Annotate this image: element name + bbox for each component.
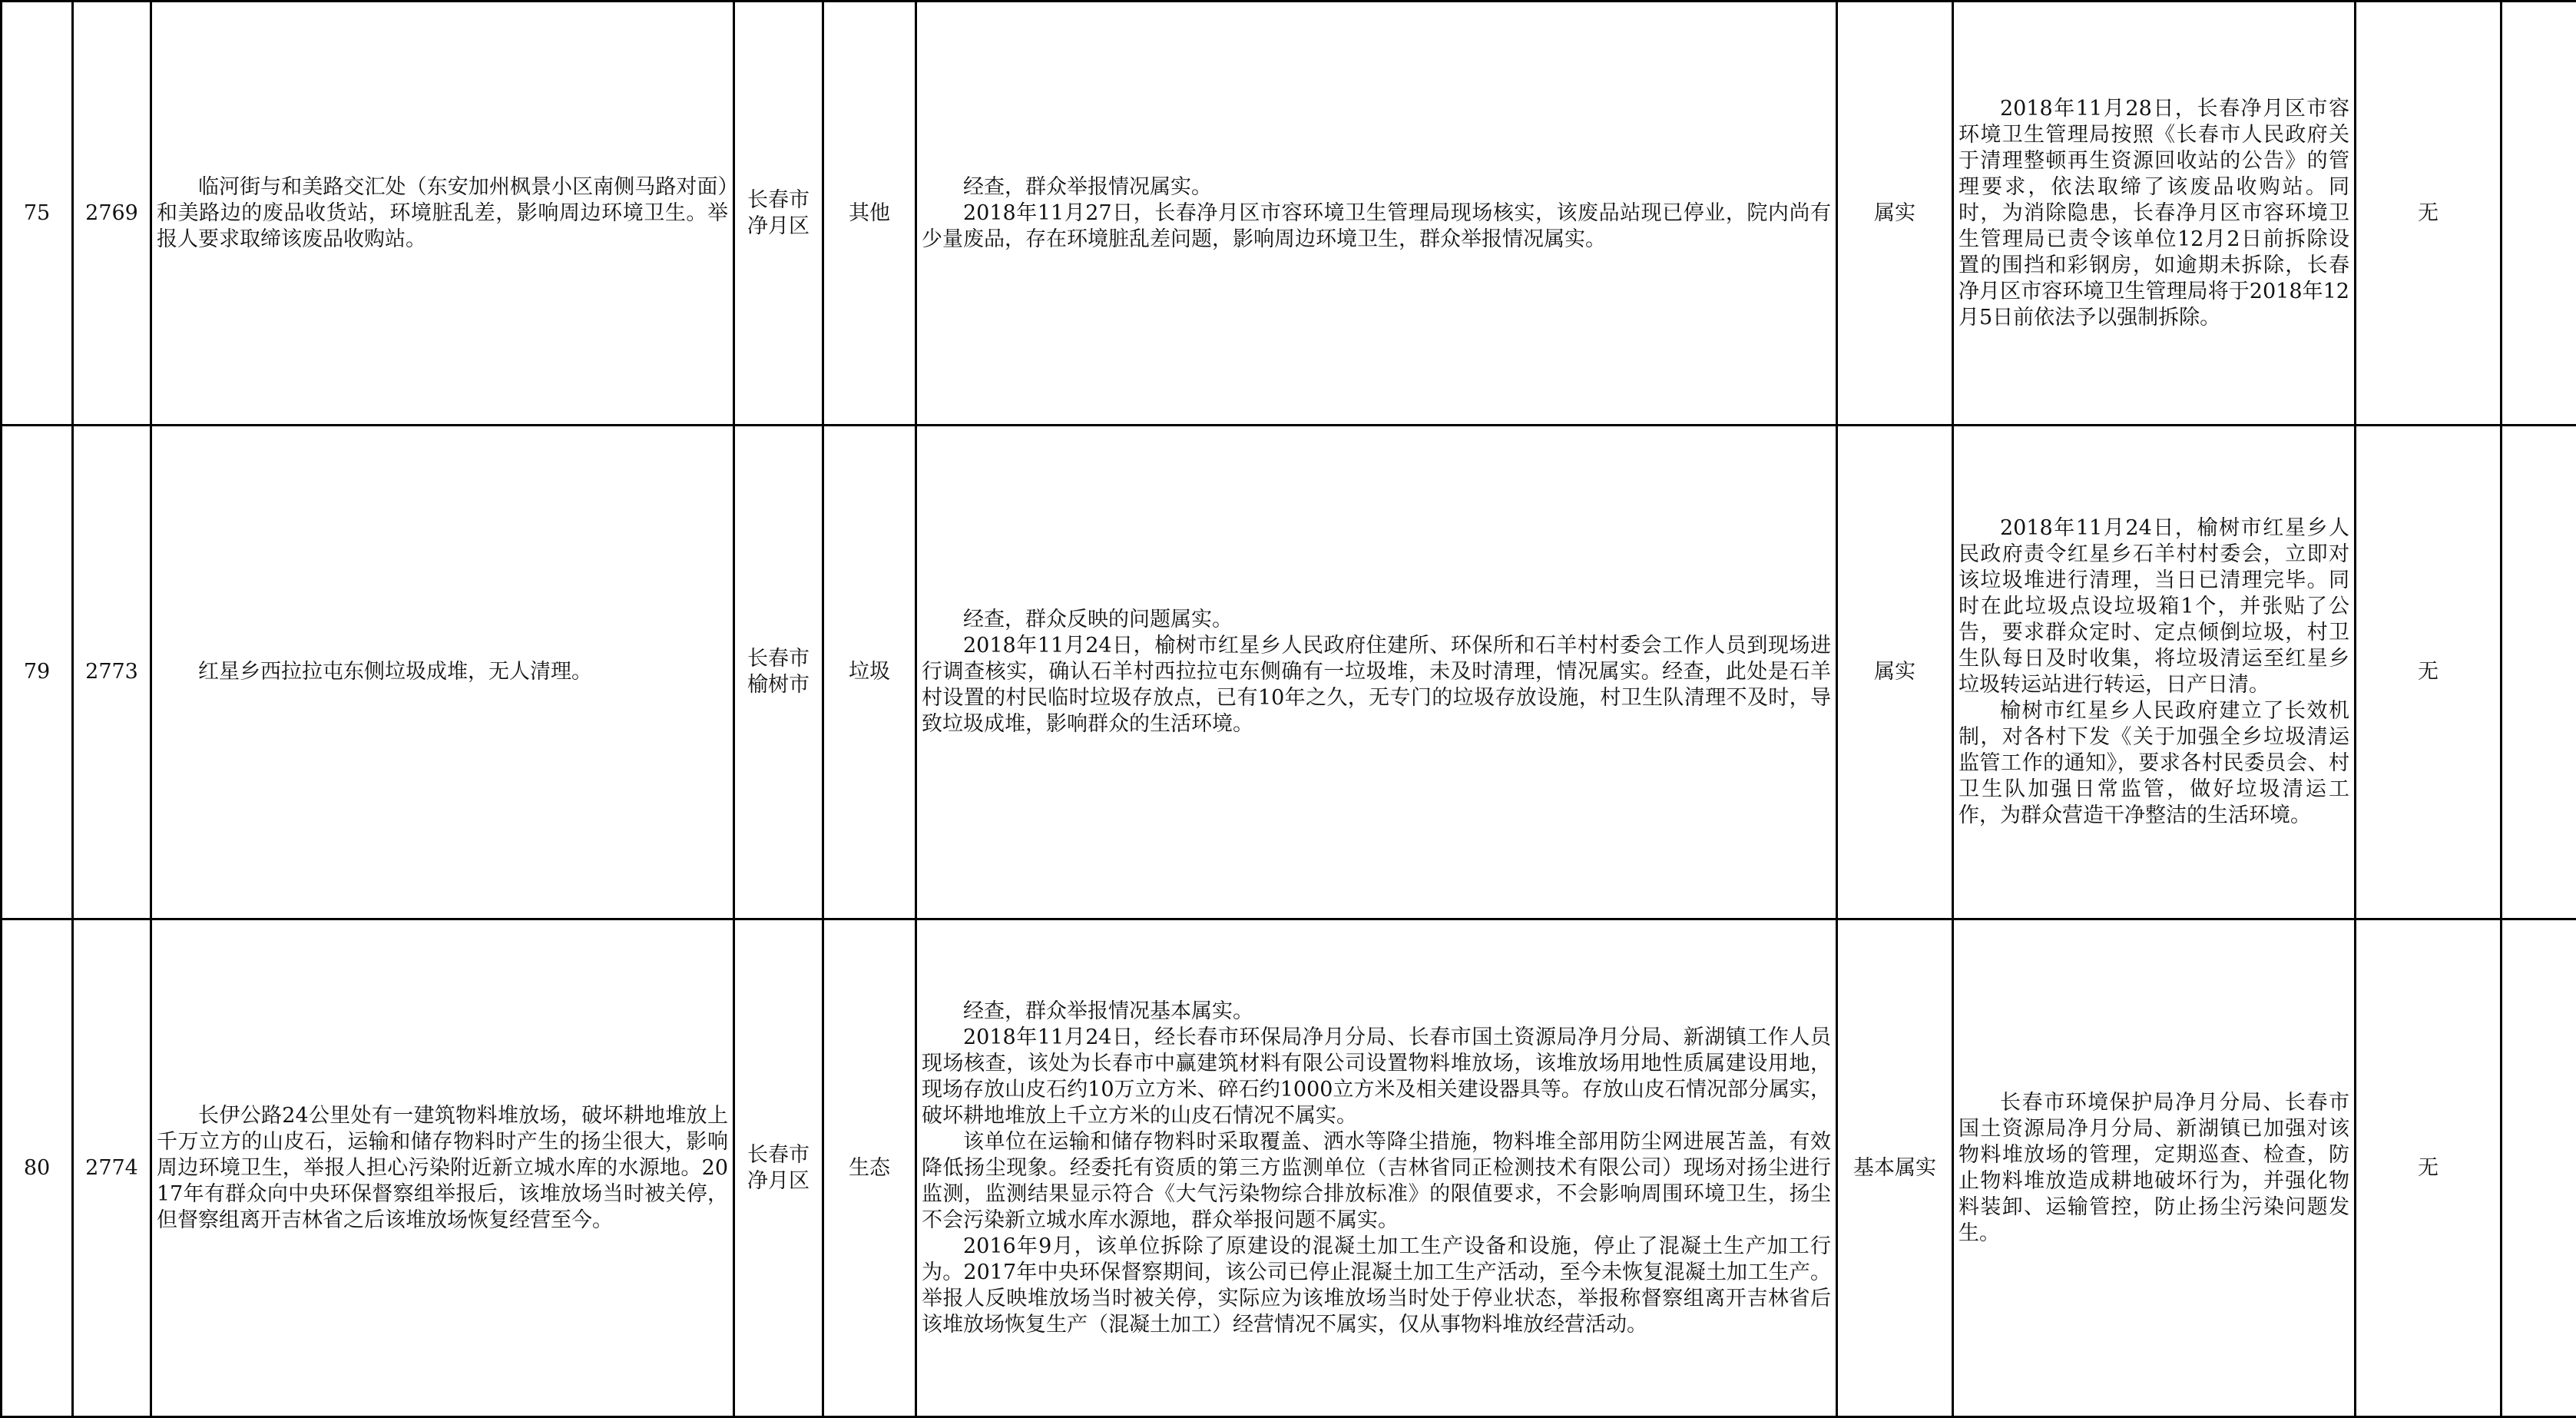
category-cell: 垃圾 [823, 426, 916, 919]
region-cell: 长春市净月区 [734, 2, 823, 426]
region-cell: 长春市榆树市 [734, 426, 823, 919]
case-number-cell: 2773 [73, 426, 151, 919]
seq-cell: 79 [2, 426, 73, 919]
investigation-cell: 经查，群众举报情况基本属实。 2018年11月24日，经长春市环保局净月分局、长春市国土资源局净月分局、新湖镇工作人员现场核查，该处为长春市中赢建筑材料有限公司设置物料堆放场，该堆放场用地性质属建设用地，现场存放山皮石约10万立方米、碎石约1000立方米及相关建设器具等。存放山皮石情况部分属实，破坏耕地堆放上千立方米的山皮石情况不属实。 该单位在运输和储存物料时采取覆盖、洒水等降尘措施，物料堆全部用防尘网进展苫盖，有效降低扬尘现象。经委托有资质的第三方监测单位（吉林省同正检测技术有限公司）现场对扬尘进行监测，监测结果显示符合《大气污染物综合排放标准》的限值要求，不会影响周围环境卫生，扬尘不会污染新立城水库水源地，群众举报问题不属实。 2016年9月，该单位拆除了原建设的混凝土加工生产设备和设施，停止了混凝土生产加工行为。2017年中央环保督察期间，该公司已停止混凝土加工生产活动，至今未恢复混凝土加工生产。举报人反映堆放场当时被关停，实际应为该堆放场当时处于停业状态，举报称督察组离开吉林省后该堆放场恢复生产（混凝土加工）经营情况不属实，仅从事物料堆放经营活动。 [916, 919, 1837, 1417]
investigation-cell: 经查，群众反映的问题属实。 2018年11月24日，榆树市红星乡人民政府住建所、环保所和石羊村村委会工作人员到现场进行调查核实，确认石羊村西拉拉屯东侧确有一垃圾堆，未及时清理，情况属实。经查，此处是石羊村设置的村民临时垃圾存放点，已有10年之久，无专门的垃圾存放设施，村卫生队清理不及时，导致垃圾成堆，影响群众的生活环境。 [916, 426, 1837, 919]
table-row [2, 919, 2576, 1417]
handling-cell: 2018年11月24日，榆树市红星乡人民政府责令红星乡石羊村村委会，立即对该垃圾堆进行清理，当日已清理完毕。同时在此垃圾点设垃圾箱1个，并张贴了公告，要求群众定时、定点倾倒垃圾，村卫生队每日及时收集，将垃圾清运至红星乡垃圾转运站进行转运，日产日清。 榆树市红星乡人民政府建立了长效机制，对各村下发《关于加强全乡垃圾清运监管工作的通知》，要求各村民委员会、村卫生队加强日常监管，做好垃圾清运工作，为群众营造干净整洁的生活环境。 [1953, 426, 2356, 919]
case-number-cell: 2769 [73, 2, 151, 426]
case-number-cell: 2774 [73, 919, 151, 1417]
seq-cell: 80 [2, 919, 73, 1417]
verdict-cell: 属实 [1837, 2, 1953, 426]
remark-cell [2502, 919, 2576, 1417]
region-cell: 长春市净月区 [734, 919, 823, 1417]
handling-cell: 2018年11月28日，长春净月区市容环境卫生管理局按照《长春市人民政府关于清理整顿再生资源回收站的公告》的管理要求，依法取缔了该废品收购站。同时，为消除隐患，长春净月区市容环境卫生管理局已责令该单位12月2日前拆除设置的围挡和彩钢房，如逾期未拆除，长春净月区市容环境卫生管理局将于2018年12月5日前依法予以强制拆除。 [1953, 2, 2356, 426]
complaint-cell: 临河街与和美路交汇处（东安加州枫景小区南侧马路对面）和美路边的废品收货站，环境脏乱差，影响周边环境卫生。举报人要求取缔该废品收购站。 [151, 2, 734, 426]
verdict-cell: 属实 [1837, 426, 1953, 919]
remark-cell [2502, 426, 2576, 919]
table-row [2, 2, 2576, 426]
investigation-cell: 经查，群众举报情况属实。 2018年11月27日，长春净月区市容环境卫生管理局现场核实，该废品站现已停业，院内尚有少量废品，存在环境脏乱差问题，影响周边环境卫生，群众举报情况属实。 [916, 2, 1837, 426]
handling-cell: 长春市环境保护局净月分局、长春市国土资源局净月分局、新湖镇已加强对该物料堆放场的管理，定期巡查、检查，防止物料堆放造成耕地破坏行为，并强化物料装卸、运输管控，防止扬尘污染问题发生。 [1953, 919, 2356, 1417]
complaint-cell: 红星乡西拉拉屯东侧垃圾成堆，无人清理。 [151, 426, 734, 919]
accountability-cell: 无 [2356, 2, 2502, 426]
accountability-cell: 无 [2356, 426, 2502, 919]
remark-cell [2502, 2, 2576, 426]
complaint-cell: 长伊公路24公里处有一建筑物料堆放场，破坏耕地堆放上千万立方的山皮石，运输和储存物料时产生的扬尘很大，影响周边环境卫生，举报人担心污染附近新立城水库的水源地。2017年有群众向中央环保督察组举报后，该堆放场当时被关停，但督察组离开吉林省之后该堆放场恢复经营至今。 [151, 919, 734, 1417]
category-cell: 其他 [823, 2, 916, 426]
accountability-cell: 无 [2356, 919, 2502, 1417]
verdict-cell: 基本属实 [1837, 919, 1953, 1417]
table-row [2, 426, 2576, 919]
seq-cell: 75 [2, 2, 73, 426]
category-cell: 生态 [823, 919, 916, 1417]
